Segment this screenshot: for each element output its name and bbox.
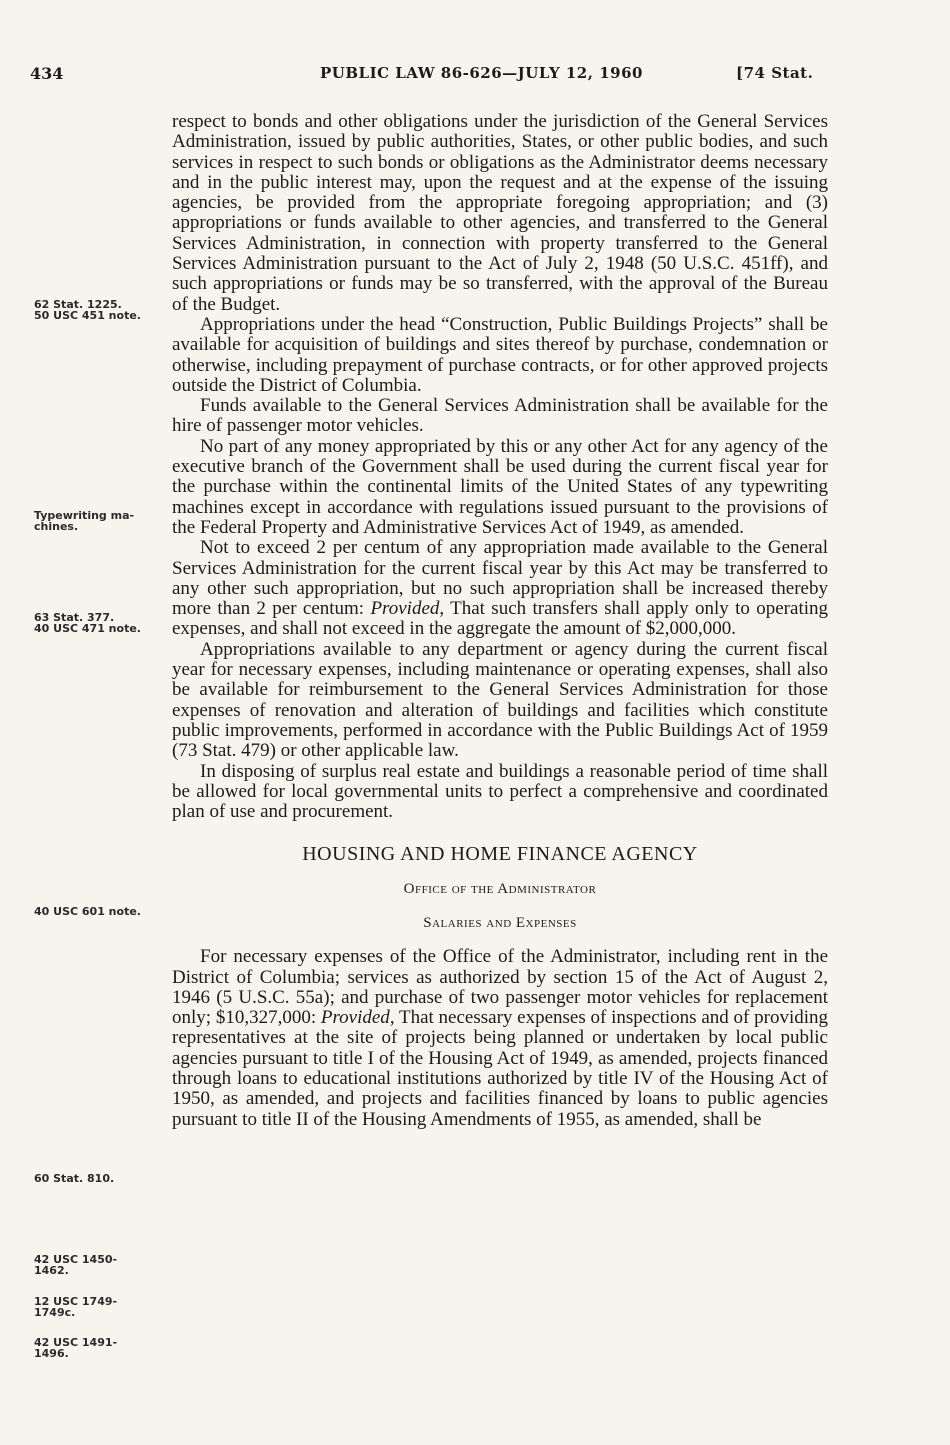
provided-label: Provided bbox=[370, 598, 440, 620]
paragraph-office-expenses bbox=[172, 947, 828, 1130]
margin-note-62-stat: 62 Stat. 1225. 50 USC 451 note. bbox=[34, 298, 141, 322]
statute-volume: [74 Stat. bbox=[736, 64, 814, 82]
paragraph-motor-vehicles: Funds available to the General Services Administration shall be available for the hire of passenger motor vehicles. bbox=[172, 395, 828, 437]
office-expenses-text-a: For necessary expenses of the Office of the Administrator, including rent in the District of Columbia; services as authorized by section 15 of the Act of August 2, 1946 (5 U.S.C. 55a); and purchase of two passenger motor vehicles for replacement only; $10,327,000: bbox=[172, 946, 828, 1029]
paragraph-transfers bbox=[172, 538, 828, 639]
paragraph-typewriters: No part of any money appropriated by this or any other Act for any agency of the executive branch of the Government shall be used during the current fiscal year for the purchase within the continental limits of the United States of any typewriting machines except in accordance with regulations issued pursuant to the provisions of the Federal Property and Administrative Services Act of 1949, as amended. bbox=[172, 435, 828, 538]
office-heading: Office of the Administrator bbox=[403, 880, 597, 897]
body-text bbox=[172, 112, 828, 1130]
margin-note-63-stat: 63 Stat. 377. 40 USC 471 note. bbox=[34, 611, 141, 635]
paragraph-construction: Appropriations under the head “Construction, Public Buildings Projects” shall be available for acquisition of buildings and sites thereof by purchase, condemnation or otherwise, including prepayment of purchase contracts, or for other approved projects outside the District of Columbia. bbox=[172, 313, 828, 396]
running-header bbox=[0, 64, 950, 88]
office-expenses-text-b: , That necessary expenses of inspections and of providing representatives at the site of projects being planned or undertaken by local public agencies pursuant to title I of the Housing Act of 1949, as amended, projects financed through loans to educational institutions authorized by title IV of the Housing Act of 1950, as amended, and projects and facilities financed by loans to public agencies pursuant to title II of the Housing Amendments of 1955, as amended, shall be bbox=[172, 1007, 828, 1130]
margin-note-typewriting: Typewriting ma- chines. bbox=[34, 509, 135, 533]
margin-note-42-usc-1491: 42 USC 1491- 1496. bbox=[34, 1336, 118, 1360]
margin-note-60-stat: 60 Stat. 810. bbox=[34, 1172, 115, 1185]
transfers-text-b: , That such transfers shall apply only to operating expenses, and shall not exceed in the aggregate the amount of $2,000,000. bbox=[172, 598, 829, 640]
margin-note-12-usc-1749: 12 USC 1749- 1749c. bbox=[34, 1295, 118, 1319]
running-title: PUBLIC LAW 86-626—JULY 12, 1960 bbox=[320, 64, 643, 82]
paragraph-reimbursement: Appropriations available to any department or agency during the current fiscal year for necessary expenses, including maintenance or operating expenses, shall also be available for reimbursement to the General Services Administration for those expenses of renovation and alteration of buildings and facilities which constitute public improvements, performed in accordance with the Public Buildings Act of 1959 (73 Stat. 479) or other applicable law. bbox=[172, 638, 828, 762]
agency-heading: HOUSING AND HOME FINANCE AGENCY bbox=[302, 843, 698, 866]
provided-label: Provided bbox=[320, 1007, 390, 1029]
margin-note-40-usc-601: 40 USC 601 note. bbox=[34, 905, 141, 918]
salaries-heading: Salaries and Expenses bbox=[423, 914, 577, 931]
paragraph-surplus-real-estate: In disposing of surplus real estate and buildings a reasonable period of time shall be allowed for local governmental units to perfect a comprehensive and coordinated plan of use and procurement. bbox=[172, 760, 828, 823]
margin-note-42-usc-1450: 42 USC 1450- 1462. bbox=[34, 1253, 118, 1277]
page-number: 434 bbox=[30, 64, 64, 83]
paragraph-bonds-obligations: respect to bonds and other obligations under the jurisdiction of the General Services Administration, issued by public authorities, States, or other public bodies, and such services in respect to such bonds or obligations as the Administrator deems necessary and in the public interest may, upon the request and at the expense of the issuing agencies, be provided from the appropriate foregoing appropriation; and (3) appropriations or funds available to other agencies, and transferred to the General Services Administration, in connection with property transferred to the General Services Administration pursuant to the Act of July 2, 1948 (50 U.S.C. 451ff), and such appropriations or funds may be so transferred, with the approval of the Bureau of the Budget. bbox=[172, 111, 828, 315]
transfers-text-a: Not to exceed 2 per centum of any appropriation made available to the General Services Administration for the current fiscal year by this Act may be transferred to any other such appropriation, but no such appropriation shall be increased thereby more than 2 per centum: bbox=[172, 537, 828, 620]
